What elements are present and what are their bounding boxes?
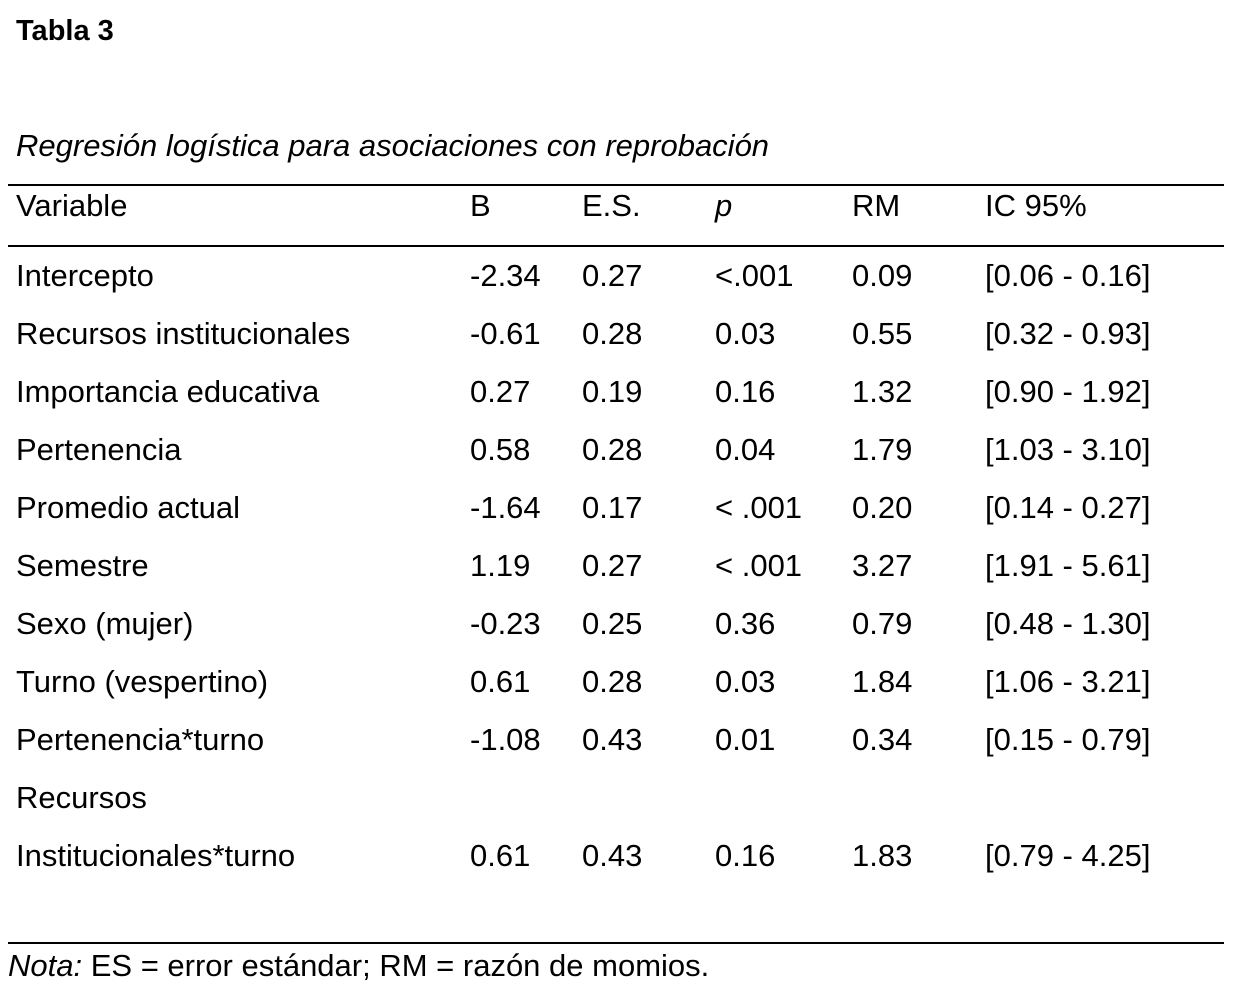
cell-variable: Intercepto [16, 258, 154, 293]
table-title: Tabla 3 [16, 15, 114, 47]
cell-variable: Institucionales*turno [16, 838, 296, 873]
cell-es: 0.25 [582, 606, 643, 641]
table-row [16, 653, 1225, 711]
cell-b: 0.61 [470, 664, 531, 699]
table-row [16, 363, 1225, 421]
cell-ic: [0.14 - 0.27] [985, 490, 1151, 525]
cell-ic: [0.79 - 4.25] [985, 838, 1151, 873]
cell-rm: 0.09 [852, 258, 913, 293]
cell-ic: [0.48 - 1.30] [985, 606, 1151, 641]
header-es: E.S. [582, 188, 641, 223]
table-row [16, 711, 1225, 769]
cell-b: 0.61 [470, 838, 531, 873]
cell-p: 0.01 [715, 722, 776, 757]
cell-ic: [1.03 - 3.10] [985, 432, 1151, 467]
header-ic: IC 95% [985, 188, 1087, 223]
table-subtitle: Regresión logística para asociaciones con reprobación [16, 128, 770, 163]
table-row [16, 479, 1225, 537]
cell-es [582, 769, 715, 827]
cell-p [715, 769, 852, 827]
cell-variable: Semestre [16, 548, 149, 583]
cell-p: 0.16 [715, 838, 776, 873]
table-row [16, 537, 1225, 595]
bottom-rule [8, 942, 1224, 944]
table-row [16, 595, 1225, 653]
cell-es: 0.43 [582, 722, 643, 757]
cell-ic: [0.32 - 0.93] [985, 316, 1151, 351]
cell-ic: [0.06 - 0.16] [985, 258, 1151, 293]
cell-es: 0.19 [582, 374, 643, 409]
cell-variable: Pertenencia*turno [16, 722, 265, 757]
cell-es: 0.27 [582, 548, 643, 583]
cell-p: 0.36 [715, 606, 776, 641]
note-text: ES = error estándar; RM = razón de momios. [82, 948, 710, 983]
cell-b: -1.08 [470, 722, 541, 757]
cell-variable: Recursos institucionales [16, 316, 351, 351]
cell-es: 0.28 [582, 316, 643, 351]
cell-rm: 1.83 [852, 838, 913, 873]
table-note [8, 946, 709, 986]
header-b: B [470, 188, 491, 223]
table-row [16, 305, 1225, 363]
cell-variable: Turno (vespertino) [16, 664, 269, 699]
note-label: Nota: [8, 948, 83, 983]
cell-es: 0.27 [582, 258, 643, 293]
cell-ic: [0.15 - 0.79] [985, 722, 1151, 757]
header-row [16, 186, 1225, 228]
cell-b: 0.27 [470, 374, 531, 409]
cell-b: 1.19 [470, 548, 531, 583]
cell-b: -0.23 [470, 606, 541, 641]
table-row [16, 769, 1225, 827]
cell-variable: Promedio actual [16, 490, 241, 525]
cell-rm: 1.79 [852, 432, 913, 467]
cell-p: 0.16 [715, 374, 776, 409]
table-row [16, 827, 1225, 885]
cell-es: 0.43 [582, 838, 643, 873]
cell-ic: [1.06 - 3.21] [985, 664, 1151, 699]
cell-p: < .001 [715, 490, 803, 525]
table-body [16, 247, 1225, 885]
table-row [16, 421, 1225, 479]
cell-rm [852, 769, 985, 827]
cell-rm: 0.34 [852, 722, 913, 757]
cell-es: 0.17 [582, 490, 643, 525]
cell-variable: Importancia educativa [16, 374, 320, 409]
cell-rm: 3.27 [852, 548, 913, 583]
cell-rm: 0.20 [852, 490, 913, 525]
cell-rm: 1.32 [852, 374, 913, 409]
cell-b [470, 769, 582, 827]
cell-ic: [0.90 - 1.92] [985, 374, 1151, 409]
cell-rm: 0.55 [852, 316, 913, 351]
cell-b: -0.61 [470, 316, 541, 351]
cell-b: 0.58 [470, 432, 531, 467]
cell-variable: Recursos [16, 780, 147, 815]
cell-rm: 0.79 [852, 606, 913, 641]
cell-ic: [1.91 - 5.61] [985, 548, 1151, 583]
cell-b: -1.64 [470, 490, 541, 525]
cell-ic [985, 769, 1225, 827]
cell-b: -2.34 [470, 258, 541, 293]
regression-table [16, 186, 1225, 885]
header-rm: RM [852, 188, 901, 223]
cell-es: 0.28 [582, 664, 643, 699]
cell-rm: 1.84 [852, 664, 913, 699]
cell-p: 0.04 [715, 432, 776, 467]
cell-es: 0.28 [582, 432, 643, 467]
cell-p: 0.03 [715, 316, 776, 351]
cell-p: <.001 [715, 258, 794, 293]
cell-variable: Sexo (mujer) [16, 606, 194, 641]
header-p: p [715, 188, 733, 223]
table-row [16, 247, 1225, 305]
header-variable: Variable [16, 188, 128, 223]
cell-p: 0.03 [715, 664, 776, 699]
cell-p: < .001 [715, 548, 803, 583]
cell-variable: Pertenencia [16, 432, 182, 467]
